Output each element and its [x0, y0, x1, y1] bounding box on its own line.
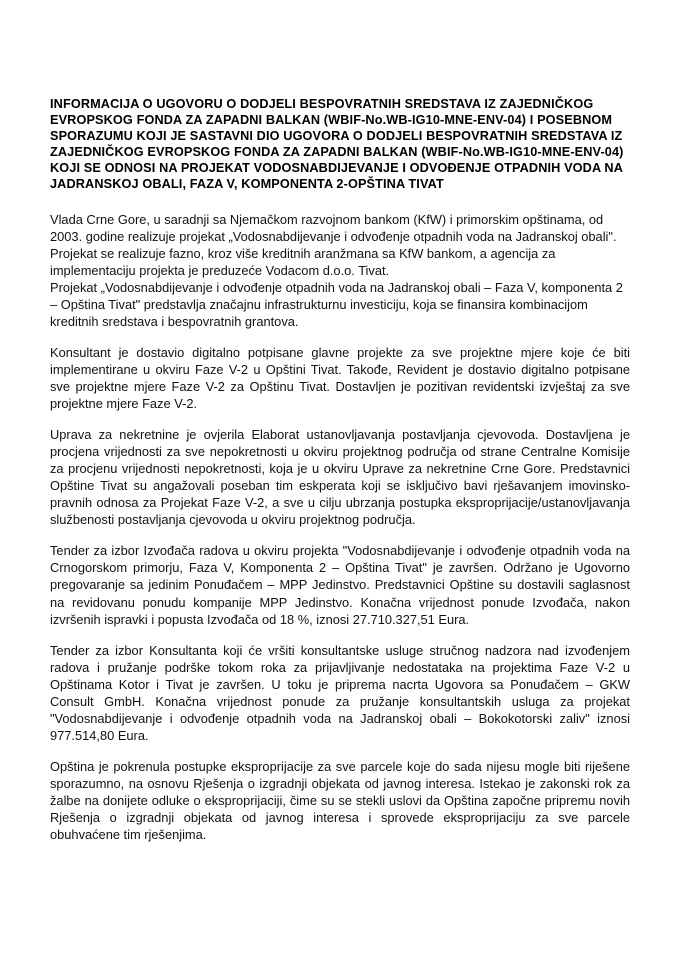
document-body: [50, 96, 630, 843]
paragraph-intro: Vlada Crne Gore, u saradnji sa Njemačkom razvojnom bankom (KfW) i primorskim opštinama, od 2003. godine realizuje projekat „Vodosnabdijevanje i odvođenje otpadnih voda na Jadranskoj obali". Projekat se realizuje fazno, kroz više kreditnih aranžmana sa KfW bankom, a agencija za implementaciju projekta je preduzeće Vodacom d.o.o. Tivat. Projekat „Vodosnabdijevanje i odvođenje otpadnih voda na Jadranskoj obali – Faza V, komponenta 2 – Opština Tivat" predstavlja značajnu infrastrukturnu investiciju, koja se finansira kombinacijom kreditnih sredstava i bespovratnih grantova.: [50, 211, 623, 329]
paragraph-konsultant-projekti: Konsultant je dostavio digitalno potpisane glavne projekte za sve projektne mjere koje će biti implementirane u okviru Faze V-2 u Opštini Tivat. Takođe, Revident je dostavio digitalno potpisane sve projektne mjere Faze V-2 za Opštinu Tivat. Dostavljen je pozitivan revidentski izvještaj za sve projektne mjere Faze V-2.: [50, 344, 630, 412]
paragraph-tender-konsultant: Tender za izbor Konsultanta koji će vršiti konsultantske usluge stručnog nadzora nad izvođenjem radova i pružanje podrške tokom roka za prijavljivanje nedostataka na projektima Faze V-2 u Opštinama Kotor i Tivat je završen. U toku je priprema nacrta Ugovora sa Ponuđačem – GKW Consult GmbH. Konačna vrijednost ponude za pružanje konsultantskih usluga za projekat "Vodosnabdijevanje i odvođenje otpadnih voda na Jadranskoj obali – Bokokotorski zaliv" iznosi 977.514,80 Eura.: [50, 642, 630, 743]
paragraph-eksproprijacija: Opština je pokrenula postupke eksproprijacije za sve parcele koje do sada nijesu mogle biti riješene sporazumno, na osnovu Rješenja o izgradnji objekata od javnog interesa. Istekao je zakonski rok za žalbe na donijete odluke o eksproprijaciji, čime su se stekli uslovi da Opština započne pripremu novih Rješenja o izgradnji objekata od javnog interesa i sprovede eksproprijaciju za sve parcele obuhvaćene tim rješenjima.: [50, 758, 630, 843]
page-title: INFORMACIJA O UGOVORU O DODJELI BESPOVRATNIH SREDSTAVA IZ ZAJEDNIČKOG EVROPSKOG FONDA ZA ZAPADNI BALKAN (WBIF-No.WB-IG10-MNE-ENV-04) I POSEBNOM SPORAZUMU KOJI JE SASTAVNI DIO UGOVORA O DODJELI BESPOVRATNIH SREDSTAVA IZ ZAJEDNIČKOG EVROPSKOG FONDA ZA ZAPADNI BALKAN (WBIF-No.WB-IG10-MNE-ENV-04) KOJI SE ODNOSI NA PROJEKAT VODOSNABDIJEVANJE I ODVOĐENJE OTPADNIH VODA NA JADRANSKOJ OBALI, FAZA V, KOMPONENTA 2-OPŠTINA TIVAT: [50, 97, 624, 192]
paragraph-tender-izvodjac: Tender za izbor Izvođača radova u okviru projekta "Vodosnabdijevanje i odvođenje otpadnih voda na Crnogorskom primorju, Faza V, Komponenta 2 – Opština Tivat" je završen. Održano je Ugovorno pregovaranje sa jedinim Ponuđačem – MPP Jedinstvo. Predstavnici Opštine su dostavili saglasnost na revidovanu ponudu kompanije MPP Jedinstvo. Konačna vrijednost ponude Izvođača, nakon izvršenih ispravki i popusta Izvođača od 18 %, iznosi 27.710.327,51 Eura.: [50, 543, 630, 627]
paragraph-uprava-za-nekretnine: Uprava za nekretnine je ovjerila Elaborat ustanovljavanja postavljanja cjevovoda. Dostavljena je procjena vrijednosti za sve nepokretnosti u okviru projektnog područja od strane Centralne Komisije za procjenu vrijednosti nepokretnosti, koja je u okviru Uprave za nekretnine Crne Gore. Predstavnici Opštine Tivat su angažovali poseban tim eskperata koji se isključivo bavi rješavanjem imovinsko-pravnih odnosa za Projekat Faze V-2, a sve u cilju ubrzanja postupka eksproprijacije/ustanovljavanja službenosti postavljanja cjevovoda u okviru projektnog područja.: [50, 427, 630, 528]
